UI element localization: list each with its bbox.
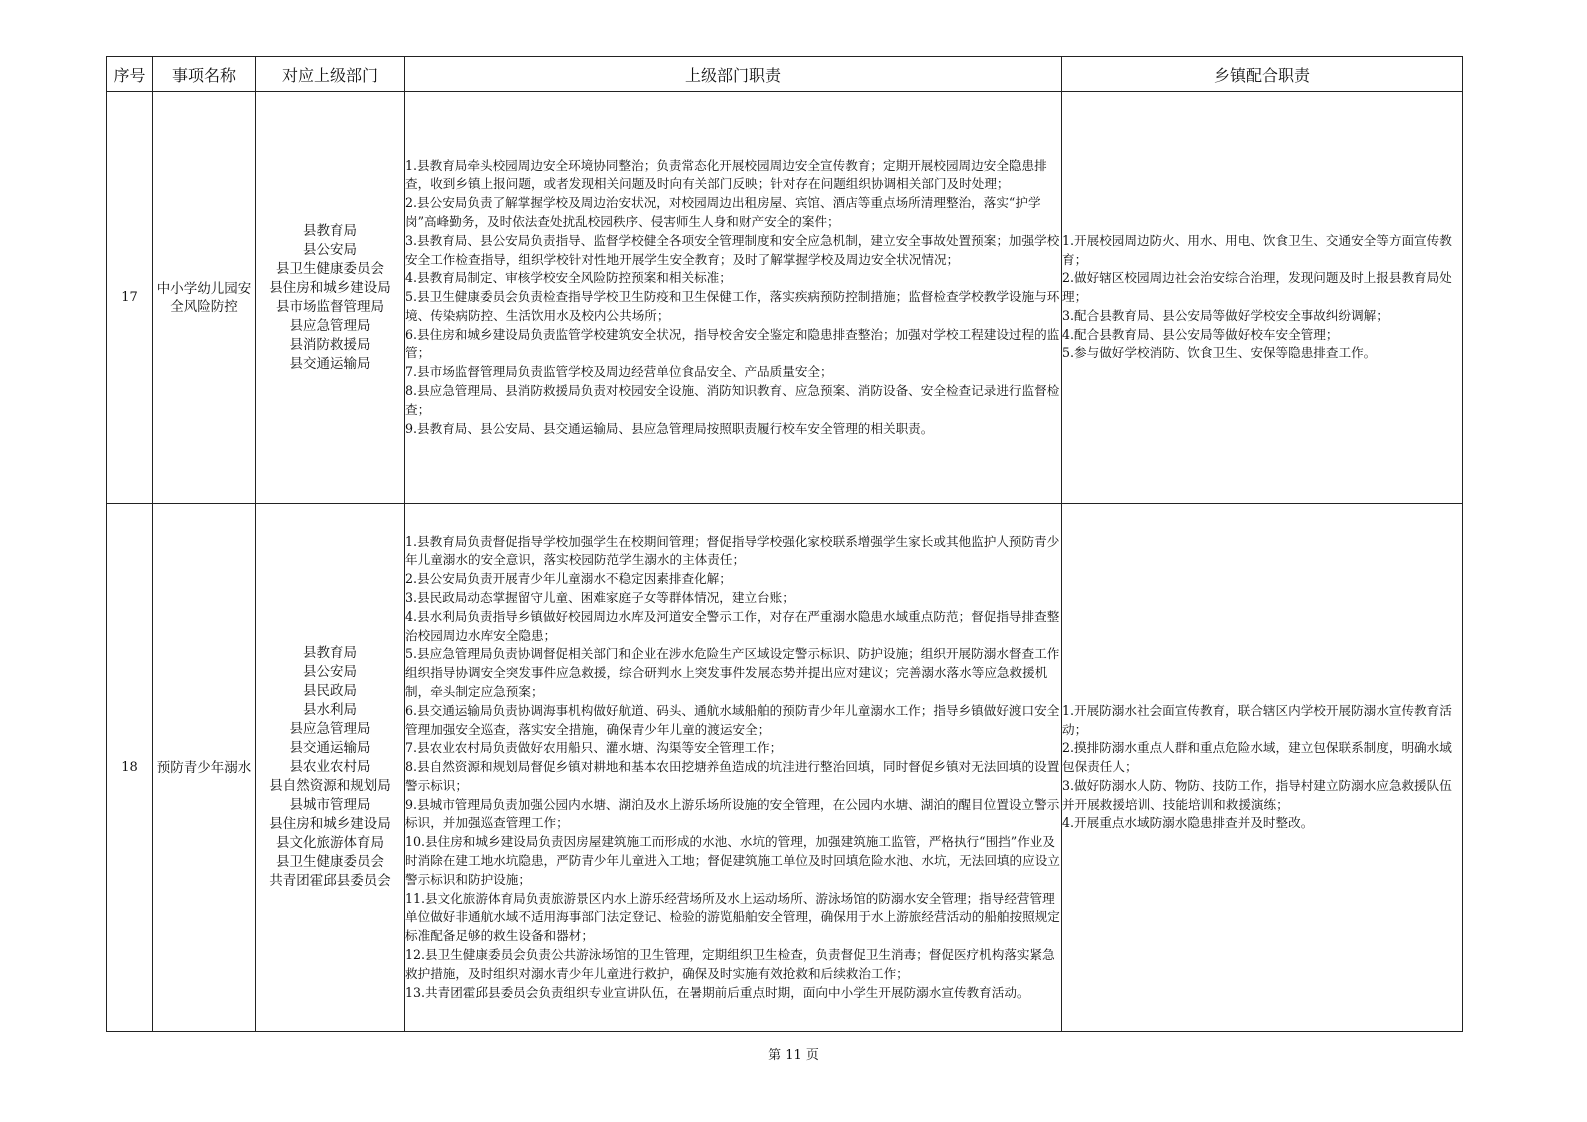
- duty-line: 9.县教育局、县公安局、县交通运输局、县应急管理局按照职责履行校车安全管理的相关职责。: [405, 420, 934, 436]
- dept-line: 县水利局: [303, 702, 357, 718]
- duty-line: 10.县住房和城乡建设局负责因房屋建筑施工而形成的水池、水坑的管理，加强建筑施工监管，严格执行“围挡”作业及时消除在建工地水坑隐患，严防青少年儿童进入工地；督促建筑施工单位及时回填危险水池、水坑，无法回填的应设立警示标识和防护设施；: [405, 834, 1060, 887]
- page-number: 第 11 页: [768, 1048, 819, 1063]
- duty-line: 5.县卫生健康委员会负责检查指导学校卫生防疫和卫生保健工作，落实疾病预防控制措施；监督检查学校教学设施与环境、传染病防控、生活饮用水及校内公共场所；: [405, 289, 1060, 323]
- dept-line: 县卫生健康委员会: [276, 260, 384, 277]
- row-number: 18: [107, 504, 153, 1032]
- town-duty-line: 1.开展校园周边防火、用水、用电、饮食卫生、交通安全等方面宣传教育；: [1062, 232, 1452, 267]
- duty-line: 4.县教育局制定、审核学校安全风险防控预案和相关标准；: [405, 270, 732, 286]
- header-item-name: 事项名称: [153, 57, 256, 92]
- dept-line: 县民政局: [303, 683, 357, 699]
- duty-line: 8.县自然资源和规划局督促乡镇对耕地和基本农田挖塘养鱼造成的坑洼进行整治回填，同时督促乡镇对无法回填的设置警示标识；: [405, 759, 1060, 793]
- item-name: 中小学幼儿园安全风险防控: [153, 92, 256, 504]
- duty-line: 6.县交通运输局负责协调海事机构做好航道、码头、通航水域船舶的预防青少年儿童溺水工作；指导乡镇做好渡口安全管理加强安全巡查，落实安全措施，确保青少年儿童的渡运安全；: [405, 702, 1060, 737]
- dept-line: 县应急管理局: [289, 317, 371, 334]
- dept-line: 县住房和城乡建设局: [269, 816, 391, 832]
- duty-list: [405, 92, 1062, 504]
- row-number: 17: [107, 92, 153, 504]
- dept-list: [256, 504, 405, 1032]
- duty-line: 3.县教育局、县公安局负责指导、监督学校健全各项安全管理制度和安全应急机制，建立安全事故处置预案；加强学校安全工作检查指导，组织学校针对性地开展学生安全教育；及时了解掌握学校及周边安全状况情况；: [405, 232, 1060, 267]
- duty-line: 8.县应急管理局、县消防救援局负责对校园安全设施、消防知识教育、应急预案、消防设备、安全检查记录进行监督检查；: [405, 383, 1060, 417]
- duty-table: [106, 56, 1463, 1032]
- duty-line: 5.县应急管理局负责协调督促相关部门和企业在涉水危险生产区域设定警示标识、防护设施；组织开展防溺水督查工作组织指导协调安全突发事件应急救援，综合研判水上突发事件发展态势并提出应对建议；完善溺水落水等应急救援机制，牵头制定应急预案；: [405, 646, 1060, 699]
- duty-line: 1.县教育局负责督促指导学校加强学生在校期间管理；督促指导学校强化家校联系增强学生家长或其他监护人预防青少年儿童溺水的安全意识，落实校园防范学生溺水的主体责任；: [405, 533, 1060, 568]
- duty-line: 9.县城市管理局负责加强公园内水塘、湖泊及水上游乐场所设施的安全管理，在公园内水塘、湖泊的醒目位置设立警示标识，并加强巡查管理工作；: [405, 796, 1060, 831]
- dept-line: 县文化旅游体育局: [276, 835, 384, 851]
- dept-line: 县公安局: [303, 664, 357, 680]
- dept-line: 县交通运输局: [289, 740, 371, 756]
- dept-line: 县农业农村局: [289, 759, 371, 775]
- town-duty-list: [1062, 504, 1463, 1032]
- town-duty-line: 5.参与做好学校消防、饮食卫生、安保等隐患排查工作。: [1062, 345, 1377, 361]
- town-duty-list: [1062, 92, 1463, 504]
- duty-line: 12.县卫生健康委员会负责公共游泳场馆的卫生管理，定期组织卫生检查，负责督促卫生消毒；督促医疗机构落实紧急救护措施，及时组织对溺水青少年儿童进行救护，确保及时实施有效抢救和后续救治工作；: [405, 947, 1055, 981]
- header-dept: 对应上级部门: [256, 57, 405, 92]
- duty-line: 7.县农业农村局负责做好农用船只、灌水塘、沟渠等安全管理工作；: [405, 740, 783, 756]
- dept-line: 共青团霍邱县委员会: [269, 873, 391, 889]
- duty-line: 4.县水利局负责指导乡镇做好校园周边水库及河道安全警示工作，对存在严重溺水隐患水域重点防范；督促指导排查整治校园周边水库安全隐患；: [405, 608, 1060, 643]
- dept-line: 县教育局: [303, 645, 357, 661]
- table-row: [107, 92, 1463, 504]
- dept-line: 县教育局: [303, 222, 357, 239]
- duty-line: 11.县文化旅游体育局负责旅游景区内水上游乐经营场所及水上运动场所、游泳场馆的防溺水安全管理；指导经营管理单位做好非通航水域不适用海事部门法定登记、检验的游览船舶安全管理，确保用于水上游旅经营活动的船舶按照规定标准配备足够的救生设备和器材；: [405, 890, 1060, 944]
- dept-line: 县公安局: [303, 241, 357, 258]
- duty-line: 7.县市场监督管理局负责监管学校及周边经营单位食品安全、产品质量安全；: [405, 364, 833, 380]
- table-row: [107, 504, 1463, 1032]
- town-duty-line: 2.做好辖区校园周边社会治安综合治理，发现问题及时上报县教育局处理；: [1062, 270, 1452, 305]
- duty-list: [405, 504, 1062, 1032]
- header-duty: 上级部门职责: [405, 57, 1062, 92]
- dept-line: 县住房和城乡建设局: [269, 279, 391, 296]
- dept-list: [256, 92, 405, 504]
- duty-line: 2.县公安局负责了解掌握学校及周边治安状况，对校园周边出租房屋、宾馆、酒店等重点场所清理整治，落实“护学岗”高峰勤务，及时依法查处扰乱校园秩序、侵害师生人身和财产安全的案件；: [405, 195, 1041, 229]
- header-row: [107, 57, 1463, 92]
- duty-line: 3.县民政局动态掌握留守儿童、困难家庭子女等群体情况，建立台账；: [405, 589, 795, 605]
- dept-line: 县消防救援局: [289, 336, 371, 353]
- town-duty-line: 3.做好防溺水人防、物防、技防工作，指导村建立防溺水应急救援队伍并开展救援培训、技能培训和救援演练；: [1062, 777, 1452, 812]
- duty-line: 1.县教育局牵头校园周边安全环境协同整治；负责常态化开展校园周边安全宣传教育；定期开展校园周边安全隐患排查，收到乡镇上报问题，或者发现相关问题及时向有关部门反映；针对存在问题组织协调相关部门及时处理；: [405, 157, 1047, 192]
- dept-line: 县应急管理局: [289, 721, 371, 737]
- town-duty-line: 4.开展重点水域防溺水隐患排查并及时整改。: [1062, 815, 1314, 831]
- town-duty-line: 1.开展防溺水社会面宣传教育，联合辖区内学校开展防溺水宣传教育活动；: [1062, 702, 1452, 737]
- header-num: 序号: [107, 57, 153, 92]
- duty-line: 2.县公安局负责开展青少年儿童溺水不稳定因素排查化解；: [405, 571, 732, 587]
- item-name: 预防青少年溺水: [153, 504, 256, 1032]
- town-duty-line: 3.配合县教育局、县公安局等做好学校安全事故纠纷调解；: [1062, 307, 1389, 323]
- duty-line: 13.共青团霍邱县委员会负责组织专业宣讲队伍，在暑期前后重点时期，面向中小学生开展防溺水宣传教育活动。: [405, 984, 1030, 1000]
- town-duty-line: 2.摸排防溺水重点人群和重点危险水域，建立包保联系制度，明确水域包保责任人；: [1062, 740, 1452, 775]
- dept-line: 县自然资源和规划局: [269, 778, 391, 794]
- header-town-duty: 乡镇配合职责: [1062, 57, 1463, 92]
- dept-line: 县市场监督管理局: [276, 298, 384, 315]
- dept-line: 县城市管理局: [289, 797, 371, 813]
- town-duty-line: 4.配合县教育局、县公安局等做好校车安全管理；: [1062, 326, 1339, 342]
- duty-line: 6.县住房和城乡建设局负责监管学校建筑安全状况，指导校舍安全鉴定和隐患排查整治；加强对学校工程建设过程的监管；: [405, 326, 1060, 361]
- dept-line: 县卫生健康委员会: [276, 854, 384, 870]
- dept-line: 县交通运输局: [289, 355, 371, 372]
